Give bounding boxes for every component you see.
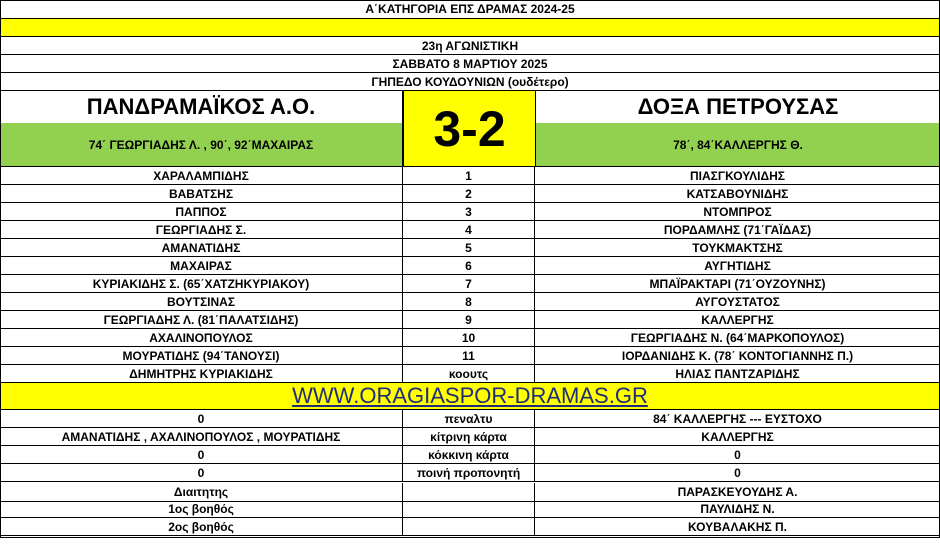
home-player: ΔΗΜΗΤΡΗΣ ΚΥΡΙΑΚΙΔΗΣ xyxy=(0,365,403,382)
event-label: κίτρινη κάρτα xyxy=(403,428,535,445)
home-event-value: 0 xyxy=(0,464,403,481)
home-player: ΜΑΧΑΙΡΑΣ xyxy=(0,257,403,274)
official-name: ΠΑΡΑΣΚΕΥΟΥΔΗΣ Α. xyxy=(677,485,798,499)
lineup-row xyxy=(0,347,940,365)
away-player: ΜΠΑΪΡΑΚΤΑΡΙ (71΄ΟΥΖΟΥΝΗΣ) xyxy=(649,276,826,291)
shirt-number: κοουτς xyxy=(403,365,535,382)
event-row xyxy=(0,410,940,428)
final-score: 3-2 xyxy=(403,91,536,167)
away-player: ΗΛΙΑΣ ΠΑΝΤΖΑΡΙΔΗΣ xyxy=(675,366,800,381)
event-row xyxy=(0,428,940,446)
matchday-row xyxy=(0,37,940,55)
lineup-row xyxy=(0,257,940,275)
official-role: Διαιτητης xyxy=(0,483,403,501)
home-player: ΓΕΩΡΓΙΑΔΗΣ Λ. (81΄ΠΑΛΑΤΣΙΔΗΣ) xyxy=(0,311,403,328)
shirt-number: 8 xyxy=(403,293,535,310)
lineup-row xyxy=(0,185,940,203)
lineup-row xyxy=(0,203,940,221)
away-team-name: ΔΟΞΑ ΠΕΤΡΟΥΣΑΣ xyxy=(535,91,940,123)
lineup-row xyxy=(0,167,940,185)
event-label: πεναλτυ xyxy=(403,410,535,427)
shirt-number: 5 xyxy=(403,239,535,256)
shirt-number: 10 xyxy=(403,329,535,346)
lineup-row xyxy=(0,239,940,257)
website-link[interactable]: WWW.ORAGIASPOR-DRAMAS.GR xyxy=(292,383,648,408)
away-event-value: 0 xyxy=(734,447,741,462)
lineup-row xyxy=(0,311,940,329)
shirt-number: 4 xyxy=(403,221,535,238)
away-player: ΚΑΛΛΕΡΓΗΣ xyxy=(701,312,774,327)
home-event-value: ΑΜΑΝΑΤΙΔΗΣ , ΑΧΑΛΙΝΟΠΟΥΛΟΣ , ΜΟΥΡΑΤΙΔΗΣ xyxy=(0,428,403,445)
official-spacer xyxy=(403,500,535,517)
date-row xyxy=(0,55,940,73)
yellow-band-top xyxy=(0,19,940,37)
match-date: ΣΑΒΒΑΤΟ 8 ΜΑΡΤΙΟΥ 2025 xyxy=(392,56,548,71)
away-scorers: 78΄, 84΄ΚΑΛΛΕΡΓΗΣ Θ. xyxy=(535,123,940,166)
lineup-row xyxy=(0,329,940,347)
away-event-value: 84΄ ΚΑΛΛΕΡΓΗΣ --- ΕΥΣΤΟΧΟ xyxy=(653,411,822,426)
official-row xyxy=(0,518,940,536)
venue-row xyxy=(0,73,940,91)
official-name: ΚΟΥΒΑΛΑΚΗΣ Π. xyxy=(688,519,787,534)
shirt-number: 3 xyxy=(403,203,535,220)
home-player: ΓΕΩΡΓΙΑΔΗΣ Σ. xyxy=(0,221,403,238)
home-team-name: ΠΑΝΔΡΑΜΑΪΚΟΣ Α.Ο. xyxy=(0,91,403,123)
shirt-number: 9 xyxy=(403,311,535,328)
lineup-row xyxy=(0,275,940,293)
home-player: ΧΑΡΑΛΑΜΠΙΔΗΣ xyxy=(0,167,403,184)
home-player: ΠΑΠΠΟΣ xyxy=(0,203,403,220)
away-player: ΝΤΟΜΠΡΟΣ xyxy=(703,204,772,219)
home-player: ΑΧΑΛΙΝΟΠΟΥΛΟΣ xyxy=(0,329,403,346)
league-title: Α΄ΚΑΤΗΓΟΡΙΑ ΕΠΣ ΔΡΑΜΑΣ 2024-25 xyxy=(365,2,575,16)
home-player: ΑΜΑΝΑΤΙΔΗΣ xyxy=(0,239,403,256)
away-player: ΚΑΤΣΑΒΟΥΝΙΔΗΣ xyxy=(686,186,789,201)
venue: ΓΗΠΕΔΟ ΚΟΥΔΟΥΝΙΩΝ (ουδέτερο) xyxy=(371,74,569,89)
lineup-row xyxy=(0,365,940,383)
away-event-value: ΚΑΛΛΕΡΓΗΣ xyxy=(701,429,774,444)
away-player: ΙΟΡΔΑΝΙΔΗΣ Κ. (78΄ ΚΟΝΤΟΓΙΑΝΝΗΣ Π.) xyxy=(621,348,854,363)
event-row xyxy=(0,446,940,464)
shirt-number: 11 xyxy=(403,347,535,364)
official-role: 2ος βοηθός xyxy=(0,518,403,535)
matchday: 23η ΑΓΩΝΙΣΤΙΚΗ xyxy=(421,38,519,53)
home-event-value: 0 xyxy=(0,446,403,463)
home-player: ΒΑΒΑΤΣΗΣ xyxy=(0,185,403,202)
away-player: ΓΕΩΡΓΙΑΔΗΣ Ν. (64΄ΜΑΡΚΟΠΟΥΛΟΣ) xyxy=(630,330,845,345)
shirt-number: 2 xyxy=(403,185,535,202)
official-spacer xyxy=(403,483,535,501)
lineup-row xyxy=(0,221,940,239)
lineup-row xyxy=(0,293,940,311)
away-player: ΠΟΡΔΑΜΛΗΣ (71΄ΓΑΪΔΑΣ) xyxy=(663,222,812,237)
home-scorers: 74΄ ΓΕΩΡΓΙΑΔΗΣ Λ. , 90΄, 92΄ΜΑΧΑΙΡΑΣ xyxy=(0,123,403,166)
away-event-value: 0 xyxy=(734,465,741,480)
away-player: ΑΥΓΗΤΙΔΗΣ xyxy=(704,258,771,273)
home-player: ΚΥΡΙΑΚΙΔΗΣ Σ. (65΄ΧΑΤΖΗΚΥΡΙΑΚΟΥ) xyxy=(0,275,403,292)
away-player: ΤΟΥΚΜΑΚΤΣΗΣ xyxy=(692,240,783,255)
website-row xyxy=(0,383,940,410)
event-row xyxy=(0,464,940,482)
event-label: ποινή προπονητή xyxy=(403,464,535,481)
event-label: κόκκινη κάρτα xyxy=(403,446,535,463)
official-name: ΠΑΥΛΙΔΗΣ Ν. xyxy=(700,501,775,516)
home-event-value: 0 xyxy=(0,410,403,427)
home-player: ΜΟΥΡΑΤΙΔΗΣ (94΄ΤΑΝΟΥΣΙ) xyxy=(0,347,403,364)
official-role: 1ος βοηθός xyxy=(0,500,403,517)
official-row xyxy=(0,500,940,518)
shirt-number: 1 xyxy=(403,167,535,184)
shirt-number: 6 xyxy=(403,257,535,274)
official-spacer xyxy=(403,518,535,535)
away-player: ΑΥΓΟΥΣΤΑΤΟΣ xyxy=(695,294,780,309)
home-player: ΒΟΥΤΣΙΝΑΣ xyxy=(0,293,403,310)
away-player: ΠΙΑΣΓΚΟΥΛΙΔΗΣ xyxy=(690,168,785,183)
shirt-number: 7 xyxy=(403,275,535,292)
league-title-row xyxy=(0,0,940,19)
